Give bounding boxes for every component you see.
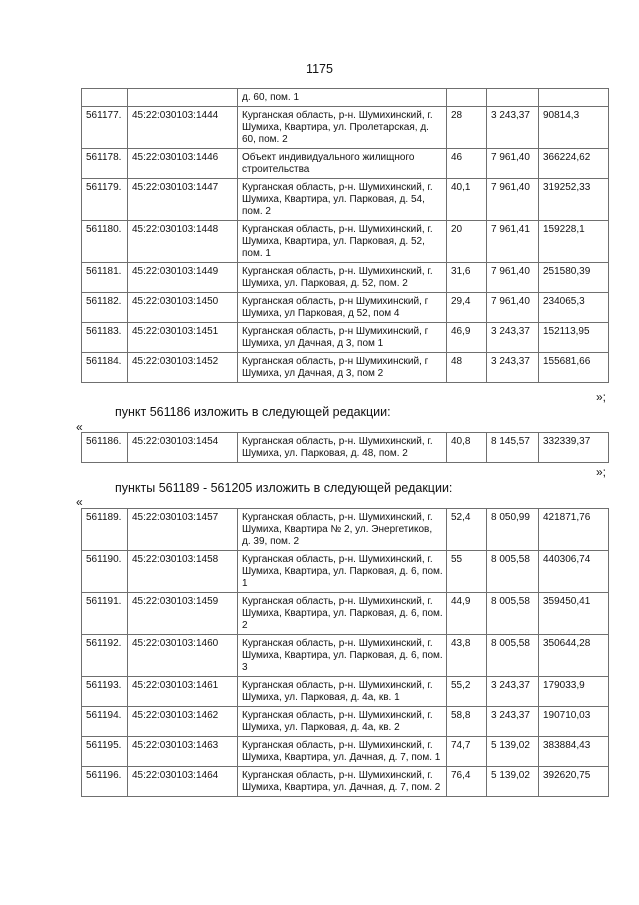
registry-table-2 bbox=[81, 432, 609, 463]
address-cell: Курганская область, р-н. Шумихинский, г. Шумиха, Квартира, ул. Парковая, д. 54, пом. 2 bbox=[238, 179, 447, 221]
row-number-cell: 561181. bbox=[82, 263, 128, 293]
cadastral-value-cell: 366224,62 bbox=[539, 149, 609, 179]
address-cell: Курганская область, р-н. Шумихинский, г. Шумиха, ул. Парковая, д. 52, пом. 2 bbox=[238, 263, 447, 293]
address-cell: Курганская область, р-н Шумихинский, г Шумиха, ул Дачная, д 3, пом 1 bbox=[238, 323, 447, 353]
area-cell: 76,4 bbox=[447, 767, 487, 797]
cadastral-value-cell: 421871,76 bbox=[539, 509, 609, 551]
specific-value-cell: 8 005,58 bbox=[487, 551, 539, 593]
page-number: 1175 bbox=[306, 62, 333, 76]
cadastral-number-cell: 45:22:030103:1460 bbox=[128, 635, 238, 677]
row-number-cell: 561180. bbox=[82, 221, 128, 263]
table-row bbox=[82, 353, 609, 383]
row-number-cell: 561192. bbox=[82, 635, 128, 677]
area-cell: 20 bbox=[447, 221, 487, 263]
specific-value-cell: 8 050,99 bbox=[487, 509, 539, 551]
table-row bbox=[82, 707, 609, 737]
table-row bbox=[82, 767, 609, 797]
cadastral-number-cell: 45:22:030103:1457 bbox=[128, 509, 238, 551]
area-cell: 48 bbox=[447, 353, 487, 383]
area-cell: 52,4 bbox=[447, 509, 487, 551]
cadastral-value-cell bbox=[539, 89, 609, 107]
specific-value-cell: 7 961,40 bbox=[487, 179, 539, 221]
row-number-cell: 561179. bbox=[82, 179, 128, 221]
table-row bbox=[82, 149, 609, 179]
table-row bbox=[82, 107, 609, 149]
table-row bbox=[82, 323, 609, 353]
cadastral-number-cell: 45:22:030103:1446 bbox=[128, 149, 238, 179]
cadastral-value-cell: 359450,41 bbox=[539, 593, 609, 635]
table-row bbox=[82, 293, 609, 323]
address-cell: д. 60, пом. 1 bbox=[238, 89, 447, 107]
table-row bbox=[82, 263, 609, 293]
row-number-cell: 561189. bbox=[82, 509, 128, 551]
table-row bbox=[82, 635, 609, 677]
table-row bbox=[82, 551, 609, 593]
specific-value-cell: 3 243,37 bbox=[487, 353, 539, 383]
cadastral-number-cell: 45:22:030103:1464 bbox=[128, 767, 238, 797]
address-cell: Курганская область, р-н. Шумихинский, г. Шумиха, ул. Парковая, д. 48, пом. 2 bbox=[238, 433, 447, 463]
row-number-cell: 561193. bbox=[82, 677, 128, 707]
specific-value-cell: 8 005,58 bbox=[487, 635, 539, 677]
cadastral-value-cell: 190710,03 bbox=[539, 707, 609, 737]
address-cell: Курганская область, р-н Шумихинский, г Шумиха, ул Дачная, д 3, пом 2 bbox=[238, 353, 447, 383]
cadastral-value-cell: 159228,1 bbox=[539, 221, 609, 263]
cadastral-number-cell bbox=[128, 89, 238, 107]
cadastral-number-cell: 45:22:030103:1463 bbox=[128, 737, 238, 767]
address-cell: Курганская область, р-н. Шумихинский, г. Шумиха, ул. Парковая, д. 4а, кв. 1 bbox=[238, 677, 447, 707]
row-number-cell: 561183. bbox=[82, 323, 128, 353]
row-number-cell bbox=[82, 89, 128, 107]
cadastral-number-cell: 45:22:030103:1461 bbox=[128, 677, 238, 707]
area-cell: 74,7 bbox=[447, 737, 487, 767]
cadastral-value-cell: 90814,3 bbox=[539, 107, 609, 149]
closing-quote-2: »; bbox=[595, 465, 606, 479]
row-number-cell: 561178. bbox=[82, 149, 128, 179]
area-cell: 31,6 bbox=[447, 263, 487, 293]
cadastral-value-cell: 179033,9 bbox=[539, 677, 609, 707]
specific-value-cell: 7 961,40 bbox=[487, 293, 539, 323]
cadastral-number-cell: 45:22:030103:1444 bbox=[128, 107, 238, 149]
area-cell: 55 bbox=[447, 551, 487, 593]
address-cell: Курганская область, р-н. Шумихинский, г. Шумиха, Квартира, ул. Дачная, д. 7, пом. 1 bbox=[238, 737, 447, 767]
amendment-instruction-1: пункт 561186 изложить в следующей редакции: bbox=[115, 405, 391, 419]
cadastral-value-cell: 332339,37 bbox=[539, 433, 609, 463]
area-cell bbox=[447, 89, 487, 107]
row-number-cell: 561186. bbox=[82, 433, 128, 463]
specific-value-cell: 8 005,58 bbox=[487, 593, 539, 635]
cadastral-value-cell: 251580,39 bbox=[539, 263, 609, 293]
row-number-cell: 561191. bbox=[82, 593, 128, 635]
cadastral-number-cell: 45:22:030103:1447 bbox=[128, 179, 238, 221]
area-cell: 40,1 bbox=[447, 179, 487, 221]
cadastral-number-cell: 45:22:030103:1451 bbox=[128, 323, 238, 353]
cadastral-value-cell: 319252,33 bbox=[539, 179, 609, 221]
table-row bbox=[82, 677, 609, 707]
specific-value-cell: 3 243,37 bbox=[487, 323, 539, 353]
address-cell: Курганская область, р-н. Шумихинский, г. Шумиха, Квартира, ул. Парковая, д. 6, пом. 2 bbox=[238, 593, 447, 635]
row-number-cell: 561177. bbox=[82, 107, 128, 149]
area-cell: 46,9 bbox=[447, 323, 487, 353]
table-row bbox=[82, 509, 609, 551]
registry-table-1 bbox=[81, 88, 609, 383]
area-cell: 58,8 bbox=[447, 707, 487, 737]
specific-value-cell: 8 145,57 bbox=[487, 433, 539, 463]
specific-value-cell: 3 243,37 bbox=[487, 677, 539, 707]
registry-table-3 bbox=[81, 508, 609, 797]
table-row bbox=[82, 89, 609, 107]
address-cell: Курганская область, р-н. Шумихинский, г. Шумиха, Квартира, ул. Парковая, д. 52, пом. 1 bbox=[238, 221, 447, 263]
cadastral-value-cell: 234065,3 bbox=[539, 293, 609, 323]
cadastral-number-cell: 45:22:030103:1459 bbox=[128, 593, 238, 635]
address-cell: Курганская область, р-н Шумихинский, г Шумиха, ул Парковая, д 52, пом 4 bbox=[238, 293, 447, 323]
area-cell: 55,2 bbox=[447, 677, 487, 707]
address-cell: Курганская область, р-н. Шумихинский, г. Шумиха, ул. Парковая, д. 4а, кв. 2 bbox=[238, 707, 447, 737]
specific-value-cell bbox=[487, 89, 539, 107]
cadastral-value-cell: 383884,43 bbox=[539, 737, 609, 767]
closing-quote-1: »; bbox=[595, 390, 606, 404]
cadastral-value-cell: 152113,95 bbox=[539, 323, 609, 353]
cadastral-value-cell: 440306,74 bbox=[539, 551, 609, 593]
specific-value-cell: 7 961,41 bbox=[487, 221, 539, 263]
area-cell: 44,9 bbox=[447, 593, 487, 635]
address-cell: Курганская область, р-н. Шумихинский, г. Шумиха, Квартира, ул. Дачная, д. 7, пом. 2 bbox=[238, 767, 447, 797]
table-row bbox=[82, 221, 609, 263]
cadastral-number-cell: 45:22:030103:1449 bbox=[128, 263, 238, 293]
table-row bbox=[82, 737, 609, 767]
address-cell: Курганская область, р-н. Шумихинский, г. Шумиха, Квартира, ул. Парковая, д. 6, пом. 3 bbox=[238, 635, 447, 677]
cadastral-value-cell: 155681,66 bbox=[539, 353, 609, 383]
specific-value-cell: 7 961,40 bbox=[487, 149, 539, 179]
row-number-cell: 561194. bbox=[82, 707, 128, 737]
cadastral-number-cell: 45:22:030103:1462 bbox=[128, 707, 238, 737]
area-cell: 28 bbox=[447, 107, 487, 149]
row-number-cell: 561184. bbox=[82, 353, 128, 383]
address-cell: Курганская область, р-н. Шумихинский, г. Шумиха, Квартира № 2, ул. Энергетиков, д. 39, пом. 2 bbox=[238, 509, 447, 551]
opening-quote-2: « bbox=[76, 495, 83, 509]
cadastral-number-cell: 45:22:030103:1452 bbox=[128, 353, 238, 383]
specific-value-cell: 7 961,40 bbox=[487, 263, 539, 293]
address-cell: Объект индивидуального жилищного строительства bbox=[238, 149, 447, 179]
address-cell: Курганская область, р-н. Шумихинский, г. Шумиха, Квартира, ул. Пролетарская, д. 60, пом. 2 bbox=[238, 107, 447, 149]
cadastral-value-cell: 392620,75 bbox=[539, 767, 609, 797]
row-number-cell: 561196. bbox=[82, 767, 128, 797]
row-number-cell: 561190. bbox=[82, 551, 128, 593]
specific-value-cell: 5 139,02 bbox=[487, 737, 539, 767]
row-number-cell: 561182. bbox=[82, 293, 128, 323]
table-row bbox=[82, 179, 609, 221]
area-cell: 29,4 bbox=[447, 293, 487, 323]
area-cell: 40,8 bbox=[447, 433, 487, 463]
row-number-cell: 561195. bbox=[82, 737, 128, 767]
cadastral-number-cell: 45:22:030103:1448 bbox=[128, 221, 238, 263]
opening-quote-1: « bbox=[76, 420, 83, 434]
cadastral-number-cell: 45:22:030103:1454 bbox=[128, 433, 238, 463]
address-cell: Курганская область, р-н. Шумихинский, г. Шумиха, Квартира, ул. Парковая, д. 6, пом. 1 bbox=[238, 551, 447, 593]
area-cell: 43,8 bbox=[447, 635, 487, 677]
specific-value-cell: 5 139,02 bbox=[487, 767, 539, 797]
table-row bbox=[82, 433, 609, 463]
specific-value-cell: 3 243,37 bbox=[487, 707, 539, 737]
area-cell: 46 bbox=[447, 149, 487, 179]
cadastral-number-cell: 45:22:030103:1450 bbox=[128, 293, 238, 323]
specific-value-cell: 3 243,37 bbox=[487, 107, 539, 149]
cadastral-number-cell: 45:22:030103:1458 bbox=[128, 551, 238, 593]
amendment-instruction-2: пункты 561189 - 561205 изложить в следующей редакции: bbox=[115, 481, 453, 495]
cadastral-value-cell: 350644,28 bbox=[539, 635, 609, 677]
table-row bbox=[82, 593, 609, 635]
